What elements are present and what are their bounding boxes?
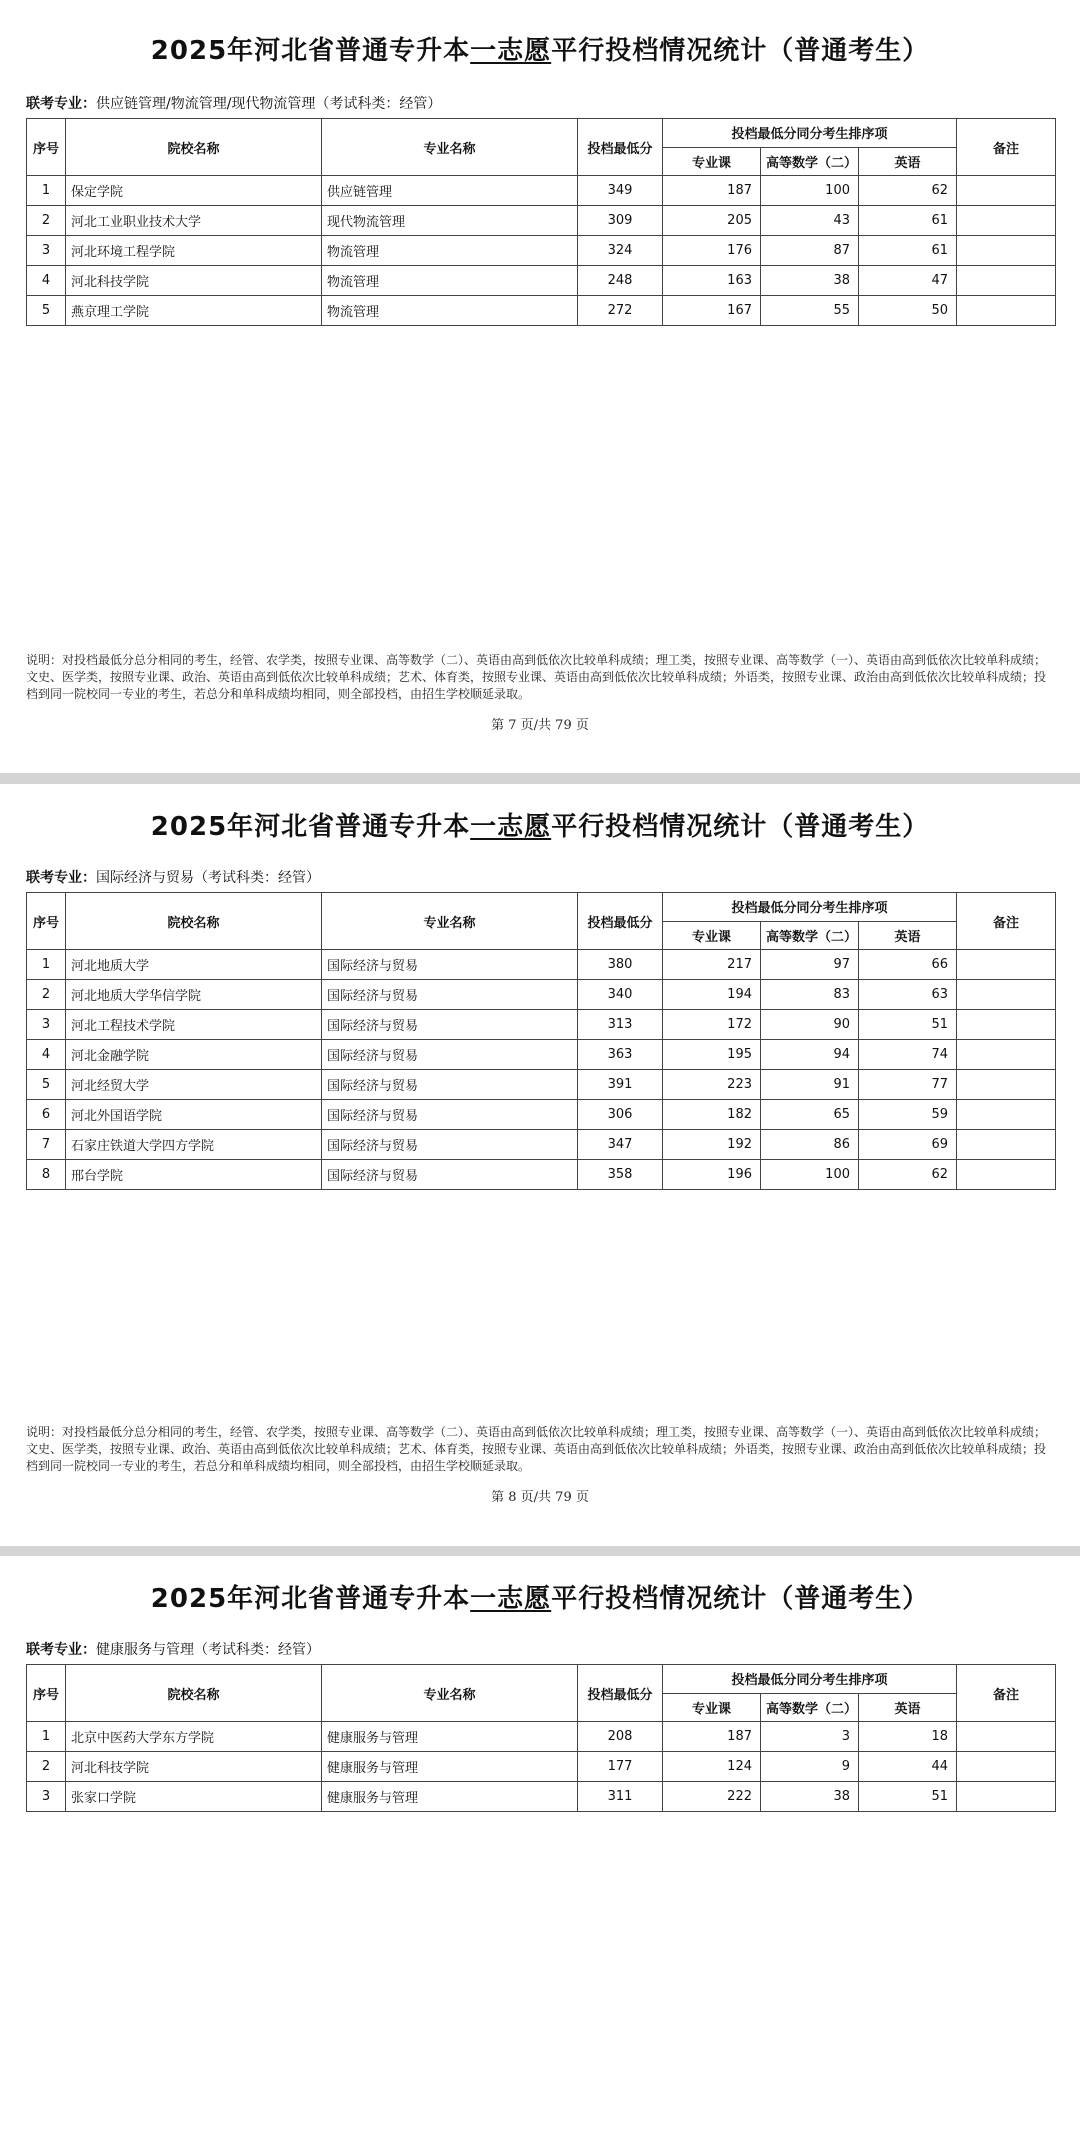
header-min-score: 投档最低分 [578, 119, 663, 176]
cell-seq: 1 [27, 950, 66, 980]
cell-min-score: 306 [578, 1100, 663, 1130]
cell-remark [957, 236, 1056, 266]
page-title: 2025年河北省普通专升本一志愿平行投档情况统计（普通考生） [150, 1584, 930, 1614]
table-row [27, 236, 1056, 266]
cell-specialty: 222 [663, 1782, 761, 1812]
cell-math: 38 [761, 266, 859, 296]
cell-major: 国际经济与贸易 [322, 1070, 578, 1100]
cell-school: 河北外国语学院 [66, 1100, 322, 1130]
header-school: 院校名称 [66, 119, 322, 176]
cell-min-score: 324 [578, 236, 663, 266]
cell-math: 100 [761, 176, 859, 206]
cell-min-score: 349 [578, 176, 663, 206]
cell-major: 物流管理 [322, 236, 578, 266]
header-major: 专业名称 [322, 119, 578, 176]
admission-table [26, 1664, 1056, 1812]
header-math: 高等数学（二） [761, 147, 859, 176]
cell-min-score: 272 [578, 296, 663, 326]
cell-math: 3 [761, 1722, 859, 1752]
header-seq: 序号 [27, 893, 66, 950]
cell-english: 62 [859, 1160, 957, 1190]
cell-school: 河北金融学院 [66, 1040, 322, 1070]
cell-math: 97 [761, 950, 859, 980]
cell-remark [957, 1010, 1056, 1040]
table-row [27, 980, 1056, 1010]
cell-major: 国际经济与贸易 [322, 1100, 578, 1130]
header-english: 英语 [859, 147, 957, 176]
header-rank-group: 投档最低分同分考生排序项 [663, 1665, 957, 1694]
cell-school: 河北工业职业技术大学 [66, 206, 322, 236]
header-seq: 序号 [27, 1665, 66, 1722]
cell-seq: 2 [27, 1752, 66, 1782]
cell-school: 张家口学院 [66, 1782, 322, 1812]
cell-specialty: 217 [663, 950, 761, 980]
cell-seq: 8 [27, 1160, 66, 1190]
cell-seq: 4 [27, 1040, 66, 1070]
cell-math: 91 [761, 1070, 859, 1100]
header-english: 英语 [859, 1693, 957, 1722]
cell-english: 18 [859, 1722, 957, 1752]
cell-seq: 1 [27, 176, 66, 206]
cell-major: 健康服务与管理 [322, 1722, 578, 1752]
cell-major: 供应链管理 [322, 176, 578, 206]
cell-english: 74 [859, 1040, 957, 1070]
cell-remark [957, 206, 1056, 236]
cell-school: 石家庄铁道大学四方学院 [66, 1130, 322, 1160]
cell-specialty: 196 [663, 1160, 761, 1190]
cell-school: 邢台学院 [66, 1160, 322, 1190]
cell-math: 55 [761, 296, 859, 326]
cell-min-score: 309 [578, 206, 663, 236]
cell-remark [957, 1722, 1056, 1752]
cell-seq: 1 [27, 1722, 66, 1752]
header-remark: 备注 [957, 893, 1056, 950]
cell-english: 51 [859, 1010, 957, 1040]
cell-school: 燕京理工学院 [66, 296, 322, 326]
cell-school: 河北环境工程学院 [66, 236, 322, 266]
cell-school: 河北工程技术学院 [66, 1010, 322, 1040]
cell-remark [957, 1160, 1056, 1190]
cell-english: 77 [859, 1070, 957, 1100]
cell-major: 国际经济与贸易 [322, 980, 578, 1010]
header-english: 英语 [859, 921, 957, 950]
document-page [0, 1556, 1080, 2138]
cell-min-score: 340 [578, 980, 663, 1010]
cell-seq: 7 [27, 1130, 66, 1160]
page-title: 2025年河北省普通专升本一志愿平行投档情况统计（普通考生） [150, 36, 930, 66]
cell-seq: 3 [27, 1782, 66, 1812]
cell-remark [957, 1070, 1056, 1100]
cell-major: 现代物流管理 [322, 206, 578, 236]
cell-major: 国际经济与贸易 [322, 1130, 578, 1160]
cell-remark [957, 176, 1056, 206]
header-major: 专业名称 [322, 893, 578, 950]
cell-english: 47 [859, 266, 957, 296]
header-rank-group: 投档最低分同分考生排序项 [663, 119, 957, 148]
header-remark: 备注 [957, 1665, 1056, 1722]
cell-remark [957, 1100, 1056, 1130]
cell-math: 94 [761, 1040, 859, 1070]
cell-school: 保定学院 [66, 176, 322, 206]
table-row [27, 1782, 1056, 1812]
cell-min-score: 177 [578, 1752, 663, 1782]
header-min-score: 投档最低分 [578, 1665, 663, 1722]
cell-specialty: 187 [663, 1722, 761, 1752]
cell-min-score: 248 [578, 266, 663, 296]
cell-major: 物流管理 [322, 266, 578, 296]
cell-specialty: 176 [663, 236, 761, 266]
cell-min-score: 347 [578, 1130, 663, 1160]
cell-major: 健康服务与管理 [322, 1752, 578, 1782]
cell-remark [957, 1130, 1056, 1160]
cell-specialty: 163 [663, 266, 761, 296]
document-page [0, 0, 1080, 773]
cell-english: 59 [859, 1100, 957, 1130]
cell-min-score: 380 [578, 950, 663, 980]
header-school: 院校名称 [66, 1665, 322, 1722]
admission-table [26, 892, 1056, 1190]
document-page [0, 784, 1080, 1546]
cell-remark [957, 980, 1056, 1010]
joint-exam-major: 联考专业：国际经济与贸易（考试科类：经管） [26, 870, 320, 886]
table-row [27, 206, 1056, 236]
cell-major: 国际经济与贸易 [322, 950, 578, 980]
cell-specialty: 195 [663, 1040, 761, 1070]
table-row [27, 1752, 1056, 1782]
cell-seq: 4 [27, 266, 66, 296]
cell-math: 100 [761, 1160, 859, 1190]
header-specialty: 专业课 [663, 1693, 761, 1722]
cell-english: 66 [859, 950, 957, 980]
cell-english: 69 [859, 1130, 957, 1160]
admission-table [26, 118, 1056, 326]
page-title: 2025年河北省普通专升本一志愿平行投档情况统计（普通考生） [150, 812, 930, 842]
cell-seq: 3 [27, 236, 66, 266]
cell-math: 87 [761, 236, 859, 266]
cell-math: 43 [761, 206, 859, 236]
table-row [27, 296, 1056, 326]
cell-english: 61 [859, 236, 957, 266]
cell-english: 63 [859, 980, 957, 1010]
joint-exam-major: 联考专业：健康服务与管理（考试科类：经管） [26, 1642, 320, 1658]
table-row [27, 176, 1056, 206]
header-specialty: 专业课 [663, 921, 761, 950]
cell-math: 65 [761, 1100, 859, 1130]
cell-school: 河北地质大学 [66, 950, 322, 980]
cell-min-score: 363 [578, 1040, 663, 1070]
cell-english: 51 [859, 1782, 957, 1812]
cell-specialty: 167 [663, 296, 761, 326]
cell-school: 河北经贸大学 [66, 1070, 322, 1100]
cell-specialty: 187 [663, 176, 761, 206]
cell-math: 86 [761, 1130, 859, 1160]
cell-english: 61 [859, 206, 957, 236]
table-row [27, 266, 1056, 296]
cell-seq: 6 [27, 1100, 66, 1130]
cell-school: 北京中医药大学东方学院 [66, 1722, 322, 1752]
table-row [27, 950, 1056, 980]
cell-remark [957, 296, 1056, 326]
cell-major: 健康服务与管理 [322, 1782, 578, 1812]
header-seq: 序号 [27, 119, 66, 176]
cell-major: 物流管理 [322, 296, 578, 326]
cell-english: 44 [859, 1752, 957, 1782]
cell-remark [957, 1782, 1056, 1812]
cell-min-score: 358 [578, 1160, 663, 1190]
table-row [27, 1130, 1056, 1160]
header-math: 高等数学（二） [761, 921, 859, 950]
cell-specialty: 172 [663, 1010, 761, 1040]
cell-remark [957, 950, 1056, 980]
table-row [27, 1160, 1056, 1190]
page-number: 第 8 页/共 79 页 [491, 1490, 589, 1505]
cell-school: 河北地质大学华信学院 [66, 980, 322, 1010]
cell-english: 50 [859, 296, 957, 326]
cell-specialty: 223 [663, 1070, 761, 1100]
cell-math: 9 [761, 1752, 859, 1782]
cell-major: 国际经济与贸易 [322, 1040, 578, 1070]
cell-remark [957, 1040, 1056, 1070]
cell-seq: 2 [27, 980, 66, 1010]
header-major: 专业名称 [322, 1665, 578, 1722]
table-row [27, 1070, 1056, 1100]
cell-specialty: 205 [663, 206, 761, 236]
cell-remark [957, 1752, 1056, 1782]
cell-seq: 2 [27, 206, 66, 236]
header-rank-group: 投档最低分同分考生排序项 [663, 893, 957, 922]
cell-specialty: 124 [663, 1752, 761, 1782]
cell-specialty: 194 [663, 980, 761, 1010]
header-min-score: 投档最低分 [578, 893, 663, 950]
cell-min-score: 208 [578, 1722, 663, 1752]
joint-exam-major: 联考专业：供应链管理/物流管理/现代物流管理（考试科类：经管） [26, 96, 442, 112]
table-row [27, 1100, 1056, 1130]
page-number: 第 7 页/共 79 页 [491, 718, 589, 733]
cell-specialty: 182 [663, 1100, 761, 1130]
cell-min-score: 313 [578, 1010, 663, 1040]
cell-specialty: 192 [663, 1130, 761, 1160]
explanation-note: 说明：对投档最低分总分相同的考生，经管、农学类，按照专业课、高等数学（二）、英语由高到低依次比较单科成绩；理工类，按照专业课、高等数学（一）、英语由高到低依次比较单科成绩；文史、医学类，按照专业课、政治、英语由高到低依次比较单科成绩；艺术、体育类，按照专业课、英语由高到低依次比较单科成绩；外语类，按照专业课、政治由高到低依次比较单科成绩；投档到同一院校同一专业的考生，若总分和单科成绩均相同，则全部投档，由招生学校顺延录取。 [26, 653, 1047, 701]
table-row [27, 1040, 1056, 1070]
cell-major: 国际经济与贸易 [322, 1010, 578, 1040]
cell-seq: 5 [27, 1070, 66, 1100]
header-specialty: 专业课 [663, 147, 761, 176]
table-row [27, 1722, 1056, 1752]
header-math: 高等数学（二） [761, 1693, 859, 1722]
cell-remark [957, 266, 1056, 296]
cell-school: 河北科技学院 [66, 266, 322, 296]
table-row [27, 1010, 1056, 1040]
cell-min-score: 391 [578, 1070, 663, 1100]
cell-english: 62 [859, 176, 957, 206]
cell-major: 国际经济与贸易 [322, 1160, 578, 1190]
cell-seq: 3 [27, 1010, 66, 1040]
cell-math: 38 [761, 1782, 859, 1812]
header-school: 院校名称 [66, 893, 322, 950]
cell-min-score: 311 [578, 1782, 663, 1812]
explanation-note: 说明：对投档最低分总分相同的考生，经管、农学类，按照专业课、高等数学（二）、英语由高到低依次比较单科成绩；理工类，按照专业课、高等数学（一）、英语由高到低依次比较单科成绩；文史、医学类，按照专业课、政治、英语由高到低依次比较单科成绩；艺术、体育类，按照专业课、英语由高到低依次比较单科成绩；外语类，按照专业课、政治由高到低依次比较单科成绩；投档到同一院校同一专业的考生，若总分和单科成绩均相同，则全部投档，由招生学校顺延录取。 [26, 1425, 1047, 1473]
header-remark: 备注 [957, 119, 1056, 176]
cell-school: 河北科技学院 [66, 1752, 322, 1782]
cell-math: 90 [761, 1010, 859, 1040]
cell-math: 83 [761, 980, 859, 1010]
cell-seq: 5 [27, 296, 66, 326]
